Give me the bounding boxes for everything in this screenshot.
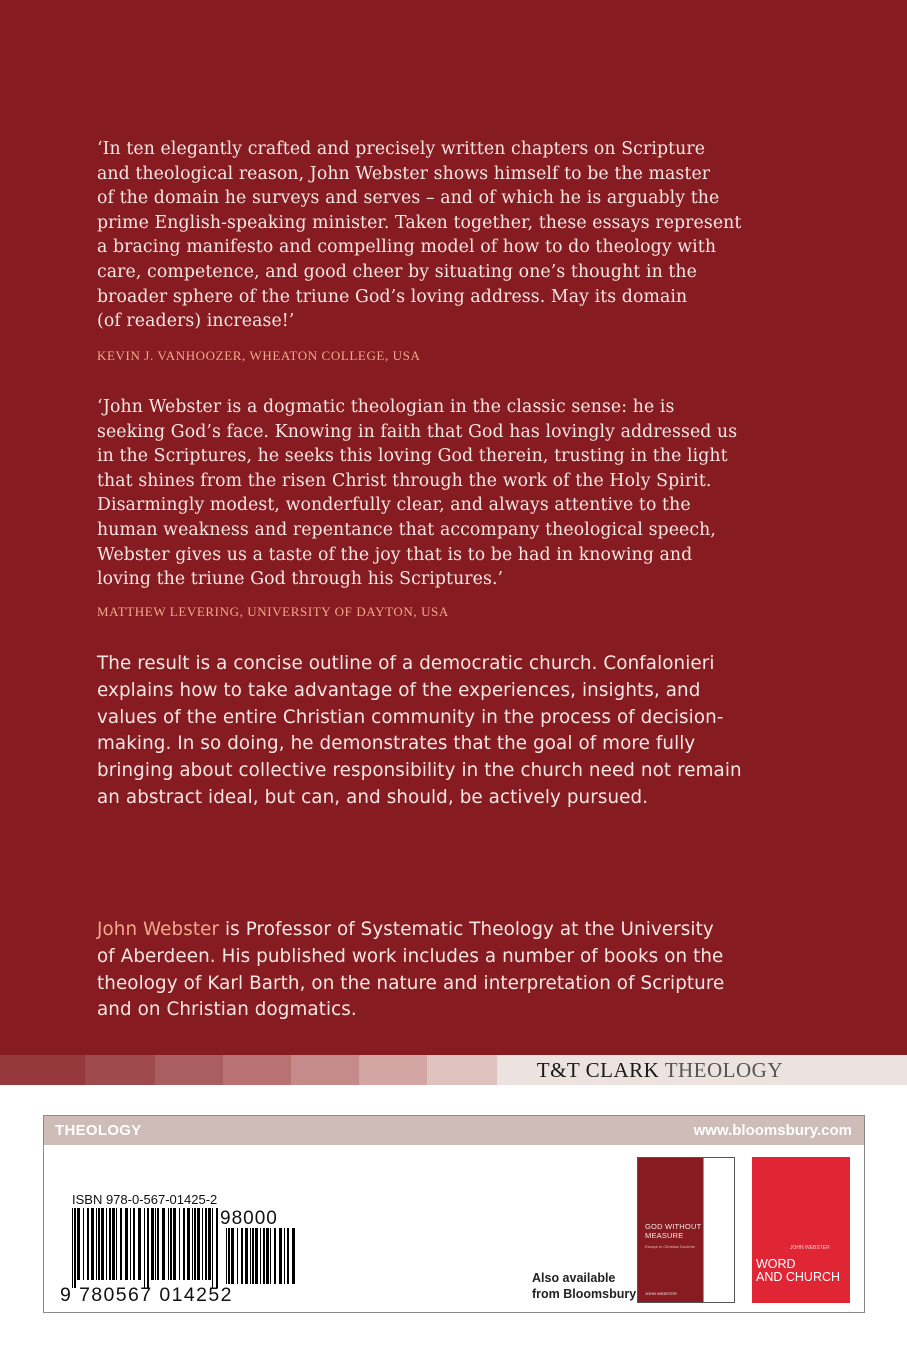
bio-line: and on Christian dogmatics. xyxy=(97,999,357,1021)
barcode-bar xyxy=(252,1228,254,1284)
related-book-subtitle: Essays in Christian Doctrine xyxy=(645,1244,696,1249)
barcode-number: 9 780567 014252 xyxy=(60,1284,233,1306)
quote-line: of the domain he surveys and serves – and of which he is arguably the xyxy=(97,188,720,209)
barcode-bar xyxy=(133,1208,135,1280)
barcode-bar xyxy=(263,1228,265,1284)
barcode-bar xyxy=(266,1228,269,1284)
related-book-word-and-church[interactable] xyxy=(752,1157,850,1303)
barcode-bar xyxy=(155,1208,156,1280)
barcode-bar xyxy=(226,1228,227,1284)
summary-line: an abstract ideal, but can, and should, be actively pursued. xyxy=(97,786,649,808)
barcode-bars-addon xyxy=(226,1228,295,1284)
barcode-bar xyxy=(279,1228,282,1284)
barcode-bar xyxy=(255,1228,258,1284)
publisher-name: T&T CLARK xyxy=(536,1058,660,1082)
barcode-bar xyxy=(116,1208,117,1280)
summary-line: explains how to take advantage of the experiences, insights, and xyxy=(97,679,701,701)
publisher-website: www.bloomsbury.com xyxy=(693,1122,852,1139)
barcode-bar xyxy=(194,1208,196,1280)
barcode-bar xyxy=(187,1208,190,1280)
book-spine-white xyxy=(703,1158,734,1302)
barcode-bar xyxy=(162,1208,165,1280)
barcode-bar xyxy=(77,1208,80,1280)
barcode-bar xyxy=(192,1208,193,1280)
barcode-bar xyxy=(170,1208,172,1280)
barcode-bar xyxy=(208,1208,211,1280)
barcode-bar xyxy=(287,1228,289,1284)
bio-line: is Professor of Systematic Theology at the University xyxy=(219,919,714,940)
barcode-bar xyxy=(157,1208,159,1280)
barcode-bar xyxy=(101,1208,104,1280)
barcode-bar xyxy=(74,1208,76,1288)
band-block xyxy=(85,1055,155,1085)
barcode-bar xyxy=(130,1208,131,1280)
endorsement-attribution-levering: MATTHEW LEVERING, UNIVERSITY OF DAYTON, USA xyxy=(97,604,449,619)
endorsement-attribution-vanhoozer: KEVIN J. VANHOOZER, WHEATON COLLEGE, USA xyxy=(97,348,421,363)
related-book-god-without-measure[interactable] xyxy=(637,1157,735,1303)
barcode-bar xyxy=(96,1208,97,1280)
also-line: from Bloomsbury xyxy=(532,1287,637,1301)
panel-header-strip xyxy=(44,1116,864,1145)
barcode-bar xyxy=(72,1208,73,1288)
barcode-bar xyxy=(270,1228,271,1284)
band-block xyxy=(0,1055,85,1085)
book-summary xyxy=(97,651,817,812)
quote-line: and theological reason, John Webster shows himself to be the master xyxy=(97,163,711,184)
quote-line: a bracing manifesto and compelling model of how to do theology with xyxy=(97,237,717,258)
barcode-bar xyxy=(228,1228,230,1284)
barcode-bar xyxy=(120,1208,122,1280)
related-book-author: JOHN WEBSTER xyxy=(645,1291,677,1296)
quote-line: broader sphere of the triune God’s loving address. May its domain xyxy=(97,286,688,307)
barcode-bar xyxy=(168,1208,169,1280)
barcode-bar xyxy=(231,1228,234,1284)
barcode-bar xyxy=(151,1208,154,1280)
band-block xyxy=(223,1055,291,1085)
barcode-bar xyxy=(98,1208,100,1280)
bio-line: of Aberdeen. His published work includes a number of books on the xyxy=(97,945,724,967)
barcode-bar xyxy=(245,1228,248,1284)
author-name: John Webster xyxy=(97,919,220,940)
barcode-bar xyxy=(284,1228,285,1284)
barcode-bar xyxy=(179,1208,180,1280)
band-block xyxy=(359,1055,427,1085)
summary-line: values of the entire Christian community in the process of decision- xyxy=(97,706,724,728)
quote-line: (of readers) increase!’ xyxy=(97,311,295,332)
barcode-bar xyxy=(205,1208,207,1280)
barcode-bar xyxy=(237,1228,238,1284)
summary-line: bringing about collective responsibility in the church need not remain xyxy=(97,760,742,782)
quote-line: that shines from the risen Christ through the work of the Holy Spirit. xyxy=(97,470,712,491)
quote-line: ‘In ten elegantly crafted and precisely written chapters on Scripture xyxy=(97,139,706,159)
barcode-bar xyxy=(173,1208,176,1280)
barcode-bar xyxy=(292,1228,295,1284)
series-brand xyxy=(537,1056,783,1084)
barcode-bars-main xyxy=(72,1208,218,1288)
barcode-bar xyxy=(274,1228,276,1284)
band-block xyxy=(291,1055,359,1085)
endorsement-quote-levering xyxy=(97,395,817,592)
isbn-label: ISBN 978-0-567-01425-2 xyxy=(72,1192,218,1207)
author-bio xyxy=(97,917,817,1024)
quote-line: ‘John Webster is a dogmatic theologian in the classic sense: he is xyxy=(97,397,675,417)
summary-line: The result is a concise outline of a democratic church. Confalonieri xyxy=(97,653,715,674)
barcode-bar xyxy=(241,1228,243,1284)
related-book-title: GOD WITHOUT MEASURE xyxy=(645,1222,702,1240)
barcode-bar xyxy=(250,1228,251,1284)
barcode-price-code: 98000 xyxy=(220,1208,278,1229)
quote-line: human weakness and repentance that accompany theological speech, xyxy=(97,519,716,540)
also-available-label xyxy=(532,1270,636,1302)
quote-line: in the Scriptures, he seeks this loving God therein, trusting in the light xyxy=(97,446,728,467)
barcode-bar xyxy=(125,1208,128,1280)
quote-line: care, competence, and good cheer by situating one’s thought in the xyxy=(97,261,697,282)
band-block xyxy=(427,1055,497,1085)
quote-line: prime English-speaking minister. Taken together, these essays represent xyxy=(97,212,742,233)
related-book-title: WORD AND CHURCH xyxy=(756,1257,841,1284)
barcode-bar xyxy=(197,1208,200,1280)
barcode-bar xyxy=(83,1208,84,1280)
barcode-bar xyxy=(260,1228,261,1284)
quote-line: Disarmingly modest, wonderfully clear, and always attentive to the xyxy=(97,495,691,516)
barcode-bar xyxy=(138,1208,141,1280)
endorsement-quote-vanhoozer xyxy=(97,137,817,334)
barcode-bar xyxy=(112,1208,115,1280)
barcode-bar xyxy=(202,1208,203,1280)
band-block xyxy=(155,1055,223,1085)
series-name: THEOLOGY xyxy=(664,1058,783,1082)
bio-line: theology of Karl Barth, on the nature and interpretation of Scripture xyxy=(97,972,725,994)
also-line: Also available xyxy=(532,1271,616,1285)
barcode-bar xyxy=(144,1208,145,1288)
barcode-bar xyxy=(106,1208,107,1280)
barcode-bar xyxy=(147,1208,149,1288)
barcode-bar xyxy=(216,1208,218,1288)
barcode-bar xyxy=(91,1208,94,1280)
barcode-bar xyxy=(109,1208,111,1280)
related-book-author: JOHN WEBSTER xyxy=(790,1245,830,1251)
subject-category: THEOLOGY xyxy=(55,1122,142,1139)
barcode-bar xyxy=(87,1208,89,1280)
barcode-bar xyxy=(212,1208,213,1288)
barcode xyxy=(60,1206,310,1306)
quote-line: loving the triune God through his Scriptures.’ xyxy=(97,569,504,590)
quote-line: Webster gives us a taste of the joy that is to be had in knowing and xyxy=(97,544,693,565)
summary-line: making. In so doing, he demonstrates that the goal of more fully xyxy=(97,733,696,755)
barcode-bar xyxy=(183,1208,185,1280)
quote-line: seeking God’s face. Knowing in faith that God has lovingly addressed us xyxy=(97,421,738,442)
